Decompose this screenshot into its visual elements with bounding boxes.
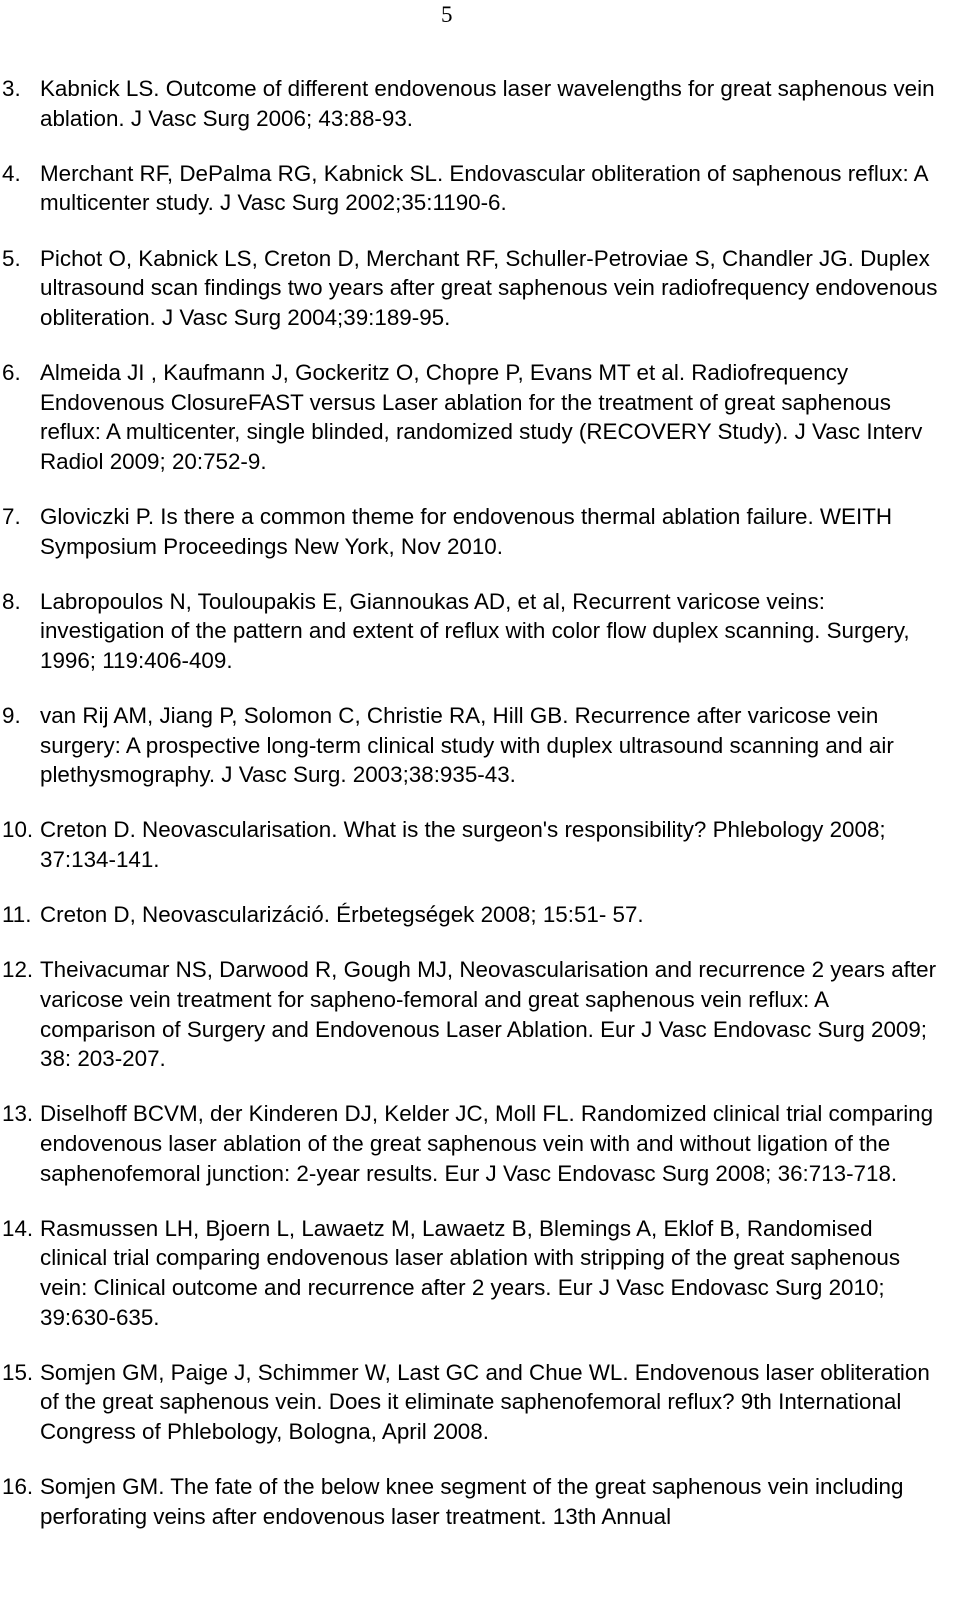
- reference-item: [0, 587, 960, 676]
- reference-number: 4.: [2, 160, 21, 186]
- reference-number: 8.: [2, 588, 21, 614]
- reference-item: [0, 1099, 960, 1188]
- reference-number: 12.: [2, 957, 34, 983]
- reference-text: Somjen GM, Paige J, Schimmer W, Last GC and Chue WL. Endovenous laser obliteration of the great saphenous vein. Does it eliminate saphenofemoral reflux? 9th International Congress of Phlebology, Bologna, April 2008.: [40, 1359, 930, 1444]
- reference-item: [0, 955, 960, 1073]
- reference-item: [0, 1214, 960, 1332]
- reference-text: Kabnick LS. Outcome of different endovenous laser wavelengths for great saphenous vein ablation. J Vasc Surg 2006; 43:88-93.: [40, 76, 935, 131]
- reference-text: Almeida JI , Kaufmann J, Gockeritz O, Chopre P, Evans MT et al. Radiofrequency Endovenous ClosureFAST versus Laser ablation for the treatment of great saphenous reflux: A multicenter, single blinded, randomized study (RECOVERY Study). J Vasc Interv Radiol 2009; 20:752-9.: [40, 359, 923, 474]
- reference-text: Creton D, Neovascularizáció. Érbetegségek 2008; 15:51- 57.: [40, 902, 644, 928]
- reference-text: Rasmussen LH, Bjoern L, Lawaetz M, Lawaetz B, Blemings A, Eklof B, Randomised clinical trial comparing endovenous laser ablation with stripping of the great saphenous vein: Clinical outcome and recurrence after 2 years. Eur J Vasc Endovasc Surg 2010; 39:630-635.: [40, 1215, 901, 1330]
- reference-item: [0, 1358, 960, 1447]
- reference-number: 10.: [2, 817, 34, 843]
- reference-item: [0, 701, 960, 790]
- reference-text: Somjen GM. The fate of the below knee segment of the great saphenous vein including perforating veins after endovenous laser treatment. 13th Annual: [40, 1474, 904, 1529]
- reference-text: Theivacumar NS, Darwood R, Gough MJ, Neovascularisation and recurrence 2 years after varicose vein treatment for sapheno-femoral and great saphenous vein reflux: A comparison of Surgery and Endovenous Laser Ablation. Eur J Vasc Endovasc Surg 2009; 38: 203-207.: [40, 957, 937, 1072]
- reference-item: [0, 244, 960, 333]
- reference-text: Labropoulos N, Touloupakis E, Giannoukas AD, et al, Recurrent varicose veins: investigation of the pattern and extent of reflux with color flow duplex scanning. Surgery, 1996; 119:406-409.: [40, 588, 910, 673]
- reference-item: [0, 1472, 960, 1531]
- reference-number: 7.: [2, 503, 21, 529]
- reference-list: [0, 74, 960, 1557]
- reference-text: Pichot O, Kabnick LS, Creton D, Merchant RF, Schuller-Petroviae S, Chandler JG. Duplex ultrasound scan findings two years after great saphenous vein radiofrequency endovenous obliteration. J Vasc Surg 2004;39:189-95.: [40, 245, 938, 330]
- reference-number: 16.: [2, 1474, 34, 1500]
- reference-number: 11.: [2, 902, 32, 928]
- reference-item: [0, 815, 960, 874]
- reference-number: 13.: [2, 1101, 34, 1127]
- reference-number: 9.: [2, 703, 21, 729]
- page-number: 5: [441, 2, 453, 27]
- reference-text: Merchant RF, DePalma RG, Kabnick SL. Endovascular obliteration of saphenous reflux: A multicenter study. J Vasc Surg 2002;35:1190-6.: [40, 160, 928, 216]
- reference-item: [0, 358, 960, 476]
- reference-text: Creton D. Neovascularisation. What is the surgeon's responsibility? Phlebology 2008; 37:134-141.: [40, 817, 886, 873]
- reference-number: 6.: [2, 359, 21, 385]
- reference-number: 5.: [2, 245, 21, 271]
- reference-number: 14.: [2, 1215, 34, 1241]
- reference-item: [0, 900, 960, 930]
- reference-number: 15.: [2, 1359, 34, 1385]
- reference-number: 3.: [2, 76, 21, 101]
- reference-item: [0, 502, 960, 561]
- reference-item: [0, 159, 960, 218]
- reference-item: [0, 74, 960, 133]
- reference-text: Diselhoff BCVM, der Kinderen DJ, Kelder JC, Moll FL. Randomized clinical trial comparing endovenous laser ablation of the great saphenous vein with and without ligation of the saphenofemoral junction: 2-year results. Eur J Vasc Endovasc Surg 2008; 36:713-718.: [40, 1101, 934, 1186]
- reference-text: van Rij AM, Jiang P, Solomon C, Christie RA, Hill GB. Recurrence after varicose vein surgery: A prospective long-term clinical study with duplex ultrasound scanning and air plethysmography. J Vasc Surg. 2003;38:935-43.: [40, 703, 894, 788]
- reference-text: Gloviczki P. Is there a common theme for endovenous thermal ablation failure. WEITH Symposium Proceedings New York, Nov 2010.: [40, 503, 893, 559]
